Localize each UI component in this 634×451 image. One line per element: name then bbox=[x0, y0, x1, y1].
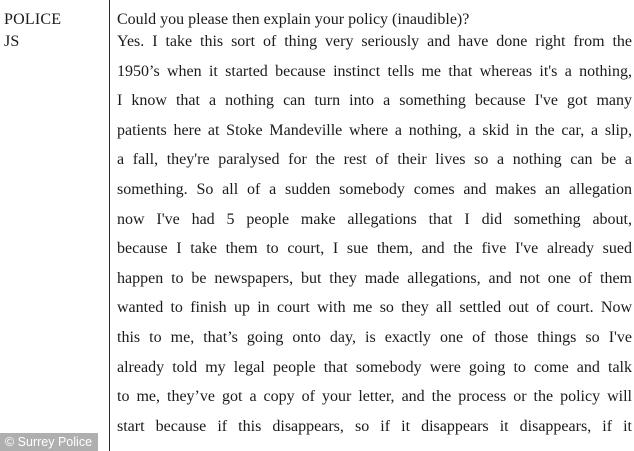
transcript-column bbox=[117, 10, 632, 446]
answer-line: Yes. I take this sort of thing very seriously and have done right from the bbox=[117, 33, 632, 50]
answer-line: already told my legal people that somebody were going to come and talk bbox=[117, 358, 632, 376]
answer-line: a fall, they're paralysed for the rest of their lives so a nothing can be a bbox=[117, 151, 632, 169]
police-question: Could you please then explain your policy (inaudible)? bbox=[117, 11, 470, 28]
column-divider bbox=[109, 0, 110, 451]
speaker-column bbox=[4, 10, 104, 54]
answer-line: wanted to finish up in court with me so they all settled out of court. Now bbox=[117, 299, 632, 317]
answer-line: to me, they’ve got a copy of your letter, and the process or the policy will bbox=[117, 388, 632, 406]
answer-line: I know that a nothing can turn into a something because I've got many bbox=[117, 92, 632, 110]
answer-line: start because if this disappears, so if it disappears it disappears, if it bbox=[117, 417, 632, 435]
answer-line: 1950’s when it started because instinct tells me that whereas it's a nothing, bbox=[117, 62, 632, 80]
answer-line: something. So all of a sudden somebody comes and makes an allegation bbox=[117, 180, 632, 198]
answer-line: patients here at Stoke Mandeville where a nothing, a skid in the car, a slip, bbox=[117, 121, 632, 139]
answer-line: now I've had 5 people make allegations that I did something about, bbox=[117, 210, 632, 228]
answer-line: because I take them to court, I sue them, and the five I've already sued bbox=[117, 240, 632, 258]
answer-line: this to me, that’s going onto day, is exactly one of those things so I've bbox=[117, 328, 632, 346]
speaker-police: POLICE bbox=[4, 11, 62, 28]
speaker-js: JS bbox=[4, 33, 20, 50]
copyright-watermark: © Surrey Police bbox=[0, 433, 98, 451]
answer-line: happen to be newspapers, but they made allegations, and not one of them bbox=[117, 269, 632, 287]
